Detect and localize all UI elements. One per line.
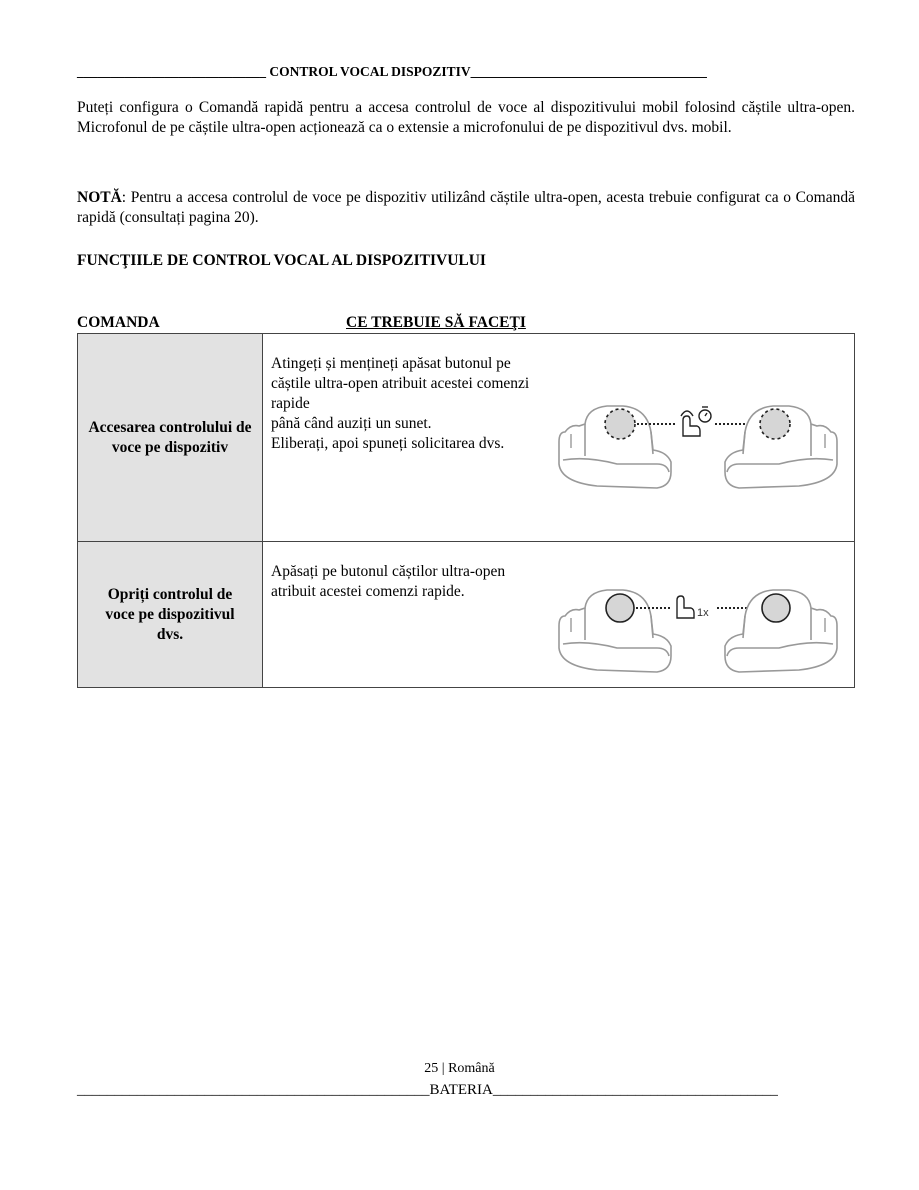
page-footer: _______________________________________________BATERIA______________________________________ bbox=[77, 1082, 778, 1098]
touch-hold-icon bbox=[681, 407, 711, 436]
column-header-command: COMANDA bbox=[77, 314, 160, 331]
instructions-text bbox=[271, 354, 561, 454]
section-title: FUNCŢIILE DE CONTROL VOCAL AL DISPOZITIVULUI bbox=[77, 252, 486, 269]
command-text: Accesarea controlului de voce pe dispozitiv bbox=[88, 418, 252, 456]
instruction-line: până când auziți un sunet. bbox=[271, 415, 432, 432]
page-header: ____________________________ CONTROL VOCAL DISPOZITIV___________________________________ bbox=[77, 64, 707, 79]
tap-icon bbox=[677, 596, 694, 618]
command-text: Opriți controlul de voce pe dispozitivul dvs. bbox=[105, 585, 235, 643]
instructions-cell bbox=[263, 334, 855, 542]
command-cell bbox=[78, 334, 263, 542]
command-cell bbox=[78, 542, 263, 688]
note-text: : Pentru a accesa controlul de voce pe dispozitiv utilizând căștile ultra-open, acesta trebuie configurat ca o Comandă rapidă (consultați pagina 20). bbox=[77, 189, 855, 226]
instructions-text bbox=[271, 562, 561, 602]
header-title: CONTROL VOCAL DISPOZITIV bbox=[269, 64, 471, 79]
table-row bbox=[78, 334, 855, 542]
commands-table bbox=[77, 333, 855, 688]
note-label: NOTĂ bbox=[77, 189, 122, 206]
instruction-line: Eliberați, apoi spuneți solicitarea dvs. bbox=[271, 435, 505, 452]
page-number: 25 | Română bbox=[424, 1061, 495, 1076]
touch-hold-illustration bbox=[557, 396, 847, 496]
footer-section: BATERIA bbox=[429, 1082, 493, 1098]
instruction-line: căștile ultra-open atribuit acestei comenzi rapide bbox=[271, 375, 530, 412]
table-row bbox=[78, 542, 855, 688]
instruction-line: atribuit acestei comenzi rapide. bbox=[271, 583, 465, 600]
instruction-line: Atingeți și mențineți apăsat butonul pe bbox=[271, 355, 511, 372]
note-paragraph bbox=[77, 188, 855, 228]
instructions-cell bbox=[263, 542, 855, 688]
intro-paragraph: Puteți configura o Comandă rapidă pentru a accesa controlul de voce al dispozitivului mobil folosind căștile ultra-open. Microfonul de pe căștile ultra-open acționează ca o extensie a microfonului de pe dispozitivul dvs. mobil. bbox=[77, 99, 855, 136]
column-header-action: CE TREBUIE SĂ FACEŢI bbox=[346, 314, 526, 331]
tap-count-label: 1x bbox=[697, 607, 709, 619]
instruction-line: Apăsați pe butonul căștilor ultra-open bbox=[271, 563, 506, 580]
tap-illustration bbox=[557, 580, 847, 680]
